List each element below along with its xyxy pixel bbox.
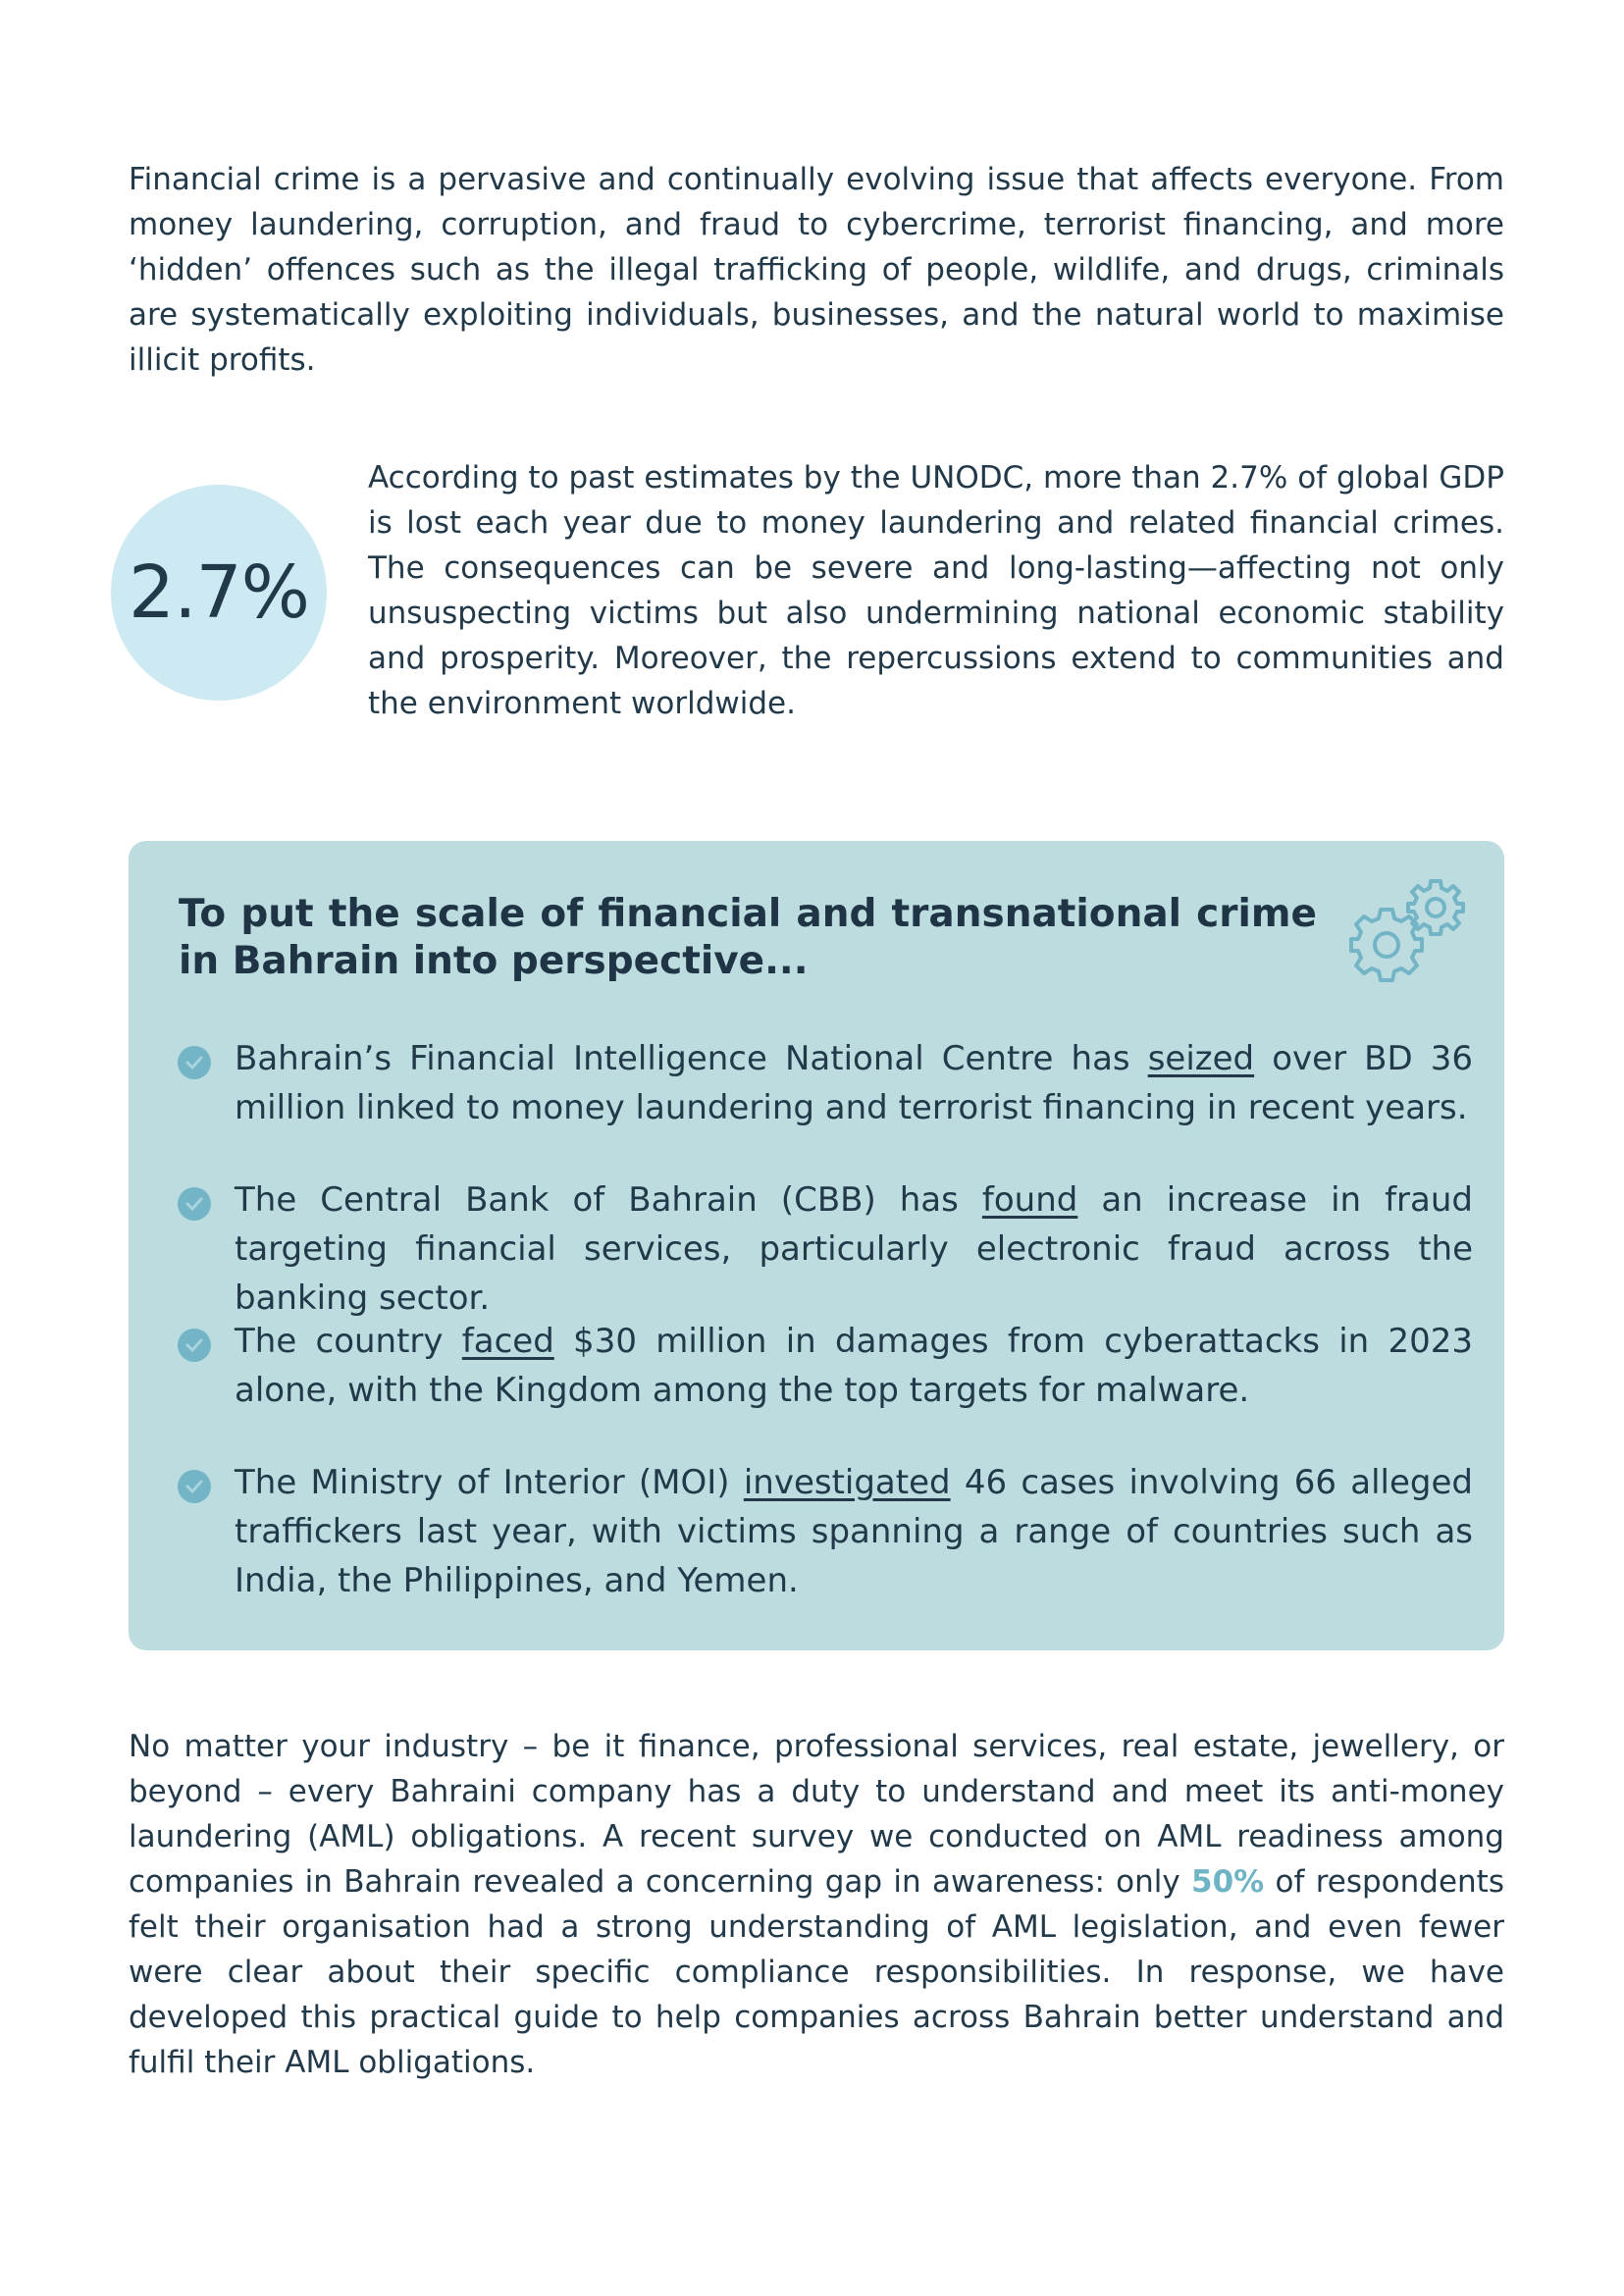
intro-paragraph: Financial crime is a pervasive and continually evolving issue that affects everyone. From money laundering, corruption, and fraud to cybercrime, terrorist financing, and more ‘hidden’ offences such as the illegal trafficking of people, wildlife, and drugs, criminals are systematically exploiting individuals, businesses, and the natural world to maximise illicit profits. <box>129 162 1504 378</box>
seized-link[interactable]: seized <box>1147 1039 1255 1078</box>
check-icon <box>178 1329 211 1362</box>
stat-paragraph: According to past estimates by the UNODC, more than 2.7% of global GDP is lost each year due to money laundering and related financial crimes. The consequences can be severe and long-lasting—affecting not only unsuspecting victims but also undermining national economic stability and prosperity. Moreover, the repercussions extend to communities and the environment worldwide. <box>368 460 1504 721</box>
callout-heading: To put the scale of financial and transnational crime in Bahrain into perspective... <box>179 892 1317 983</box>
investigated-link[interactable]: investigated <box>743 1463 951 1502</box>
outro-paragraph: No matter your industry – be it finance, professional services, real estate, jewellery, or beyond – every Bahraini company has a duty to understand and meet its anti-money laundering (AML) obligations. A recent survey we conducted on AML readiness among companies in Bahrain revealed a concerning gap in awareness: only 50% of respondents felt their organisation had a strong understanding of AML legislation, and even fewer were clear about their specific compliance responsibilities. In response, we have developed this practical guide to help companies across Bahrain better understand and fulfil their AML obligations. <box>129 1729 1504 2080</box>
stat-value: 2.7% <box>129 550 309 635</box>
stat-circle <box>111 485 327 701</box>
survey-highlight: 50% <box>1191 1864 1265 1900</box>
check-icon <box>178 1187 211 1221</box>
fact-text: The country faced $30 million in damages from cyberattacks in 2023 alone, with the Kingdom among the top targets for malware. <box>235 1322 1474 1410</box>
gears-icon <box>1345 868 1473 996</box>
faced-link[interactable]: faced <box>461 1322 554 1361</box>
found-link[interactable]: found <box>981 1180 1078 1220</box>
perspective-callout <box>129 841 1504 1650</box>
check-icon <box>178 1046 211 1079</box>
check-icon <box>178 1470 211 1503</box>
fact-text: The Ministry of Interior (MOI) investigated 46 cases involving 66 alleged traffickers last year, with victims spanning a range of countries such as India, the Philippines, and Yemen. <box>235 1463 1474 1600</box>
fact-text: Bahrain’s Financial Intelligence National Centre has seized over BD 36 million linked to money laundering and terrorist financing in recent years. <box>235 1039 1473 1127</box>
fact-text: The Central Bank of Bahrain (CBB) has found an increase in fraud targeting financial services, particularly electronic fraud across the banking sector. <box>235 1180 1473 1318</box>
